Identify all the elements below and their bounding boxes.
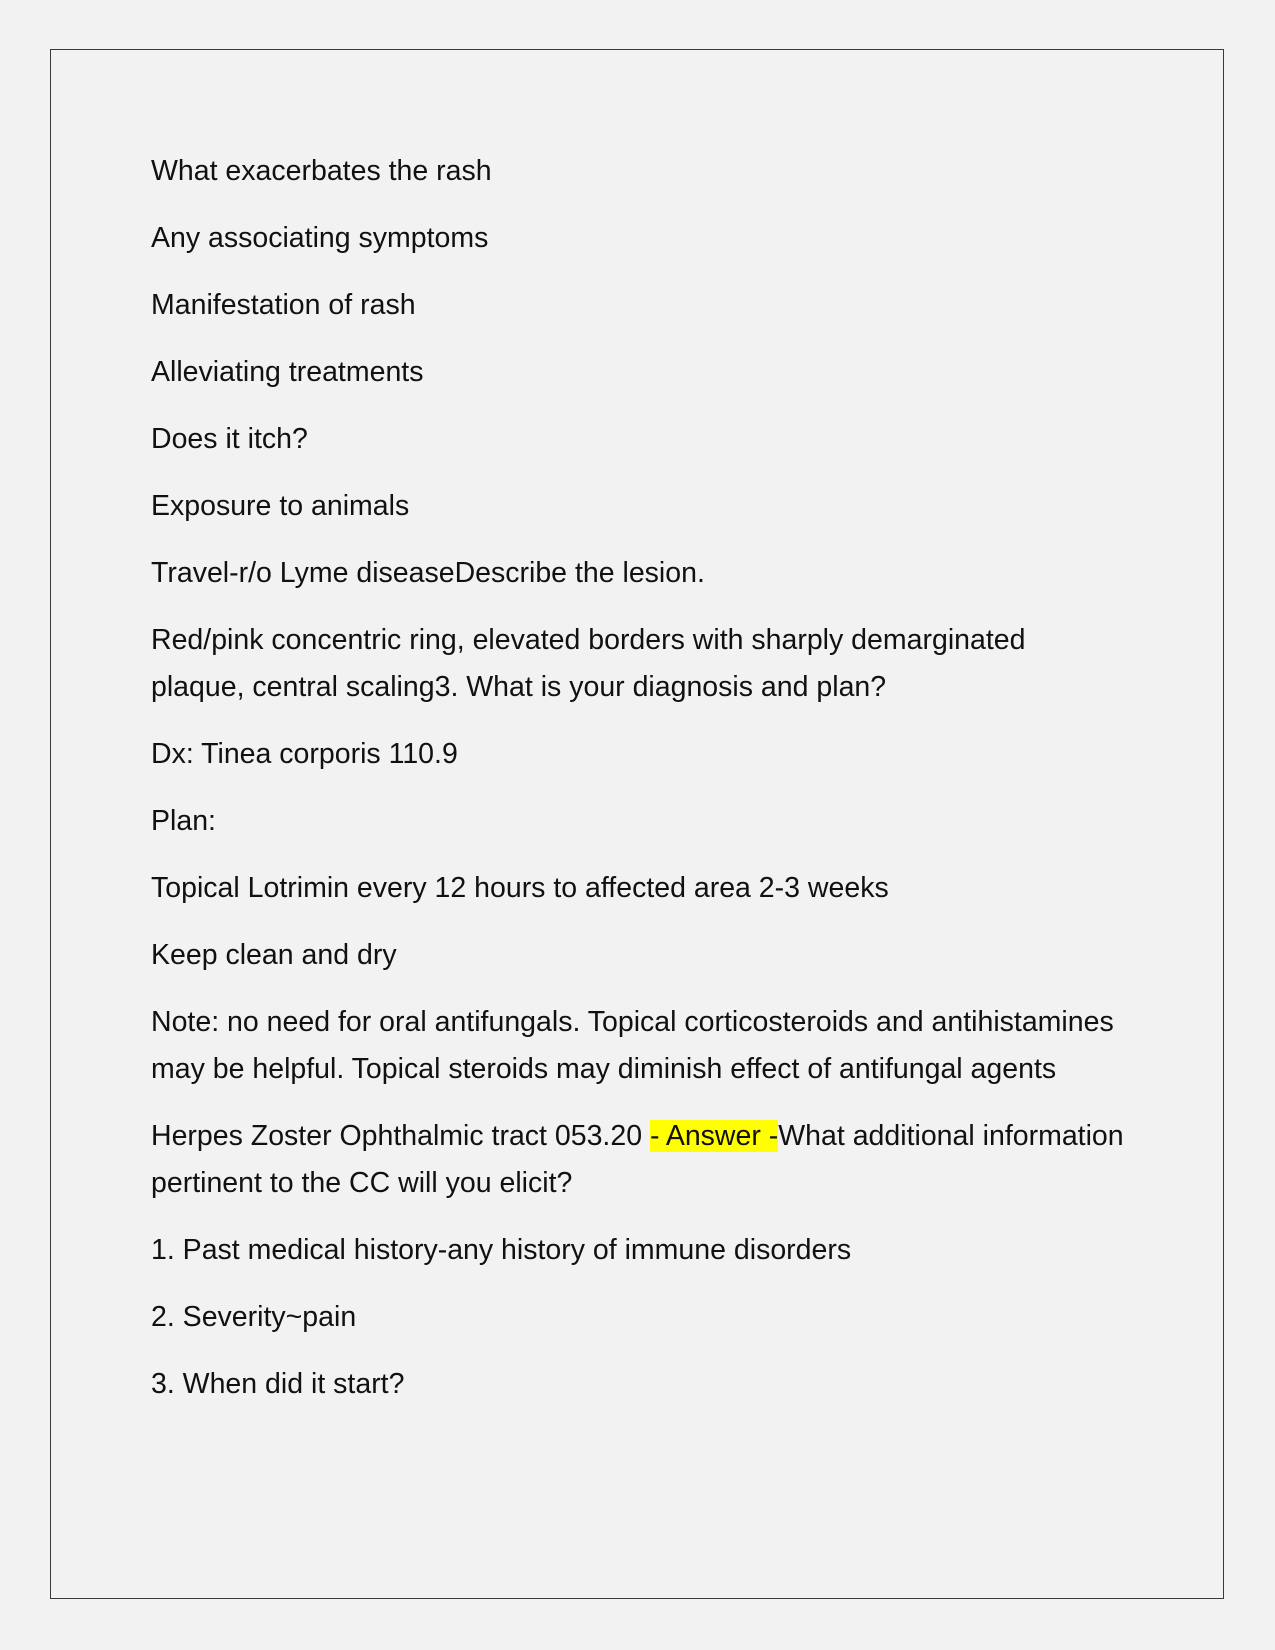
document-body	[151, 148, 1126, 1428]
list-item: 1. Past medical history-any history of immune disorders	[151, 1234, 852, 1266]
list-item: 2. Severity~pain	[151, 1301, 357, 1333]
text-line: Alleviating treatments	[151, 356, 424, 388]
answer-highlight: - Answer -	[649, 1120, 779, 1152]
note-paragraph: Note: no need for oral antifungals. Topical corticosteroids and antihistamines may be helpful. Topical steroids may diminish effect of antifungal agents	[151, 1006, 1114, 1085]
text-line: What exacerbates the rash	[151, 155, 492, 187]
herpes-text-before: Herpes Zoster Ophthalmic tract 053.20	[151, 1120, 650, 1152]
plan-item: Topical Lotrimin every 12 hours to affected area 2-3 weeks	[151, 872, 889, 904]
text-line: Manifestation of rash	[151, 289, 416, 321]
lesion-description: Red/pink concentric ring, elevated borders with sharply demarginated plaque, central scaling3. What is your diagnosis and plan?	[151, 624, 1026, 703]
text-line: Travel-r/o Lyme diseaseDescribe the lesion.	[151, 557, 705, 589]
text-line: Any associating symptoms	[151, 222, 489, 254]
list-item: 3. When did it start?	[151, 1368, 405, 1400]
text-line: Does it itch?	[151, 423, 308, 455]
plan-heading: Plan:	[151, 805, 216, 837]
herpes-paragraph	[151, 1113, 1126, 1207]
herpes-text-after: What additional information pertinent to the CC will you elicit?	[151, 1120, 1124, 1199]
plan-item: Keep clean and dry	[151, 939, 397, 971]
diagnosis-line: Dx: Tinea corporis 110.9	[151, 738, 458, 770]
text-line: Exposure to animals	[151, 490, 410, 522]
